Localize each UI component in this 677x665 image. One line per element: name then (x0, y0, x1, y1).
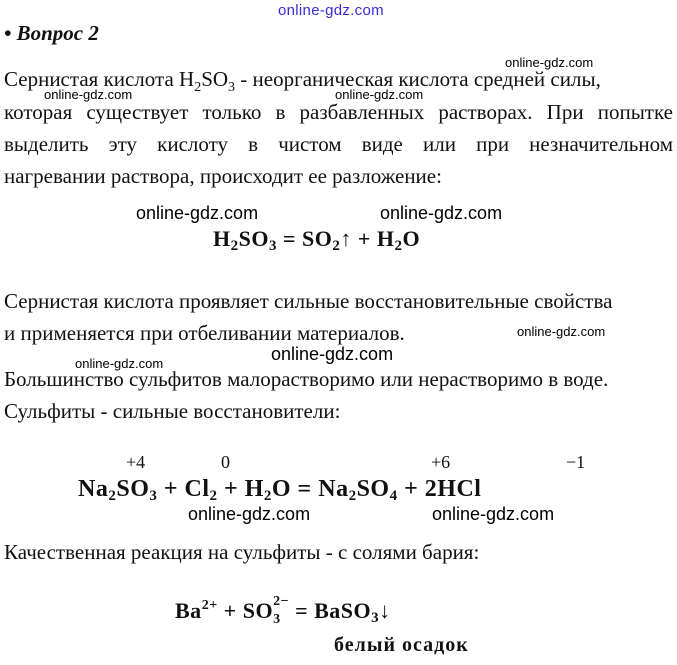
paragraph-1-line-3: выделить эту кислоту в чистом виде или при незначительном (4, 132, 673, 156)
paragraph-3-line-2: Сульфиты - сильные восстановители: (4, 399, 341, 423)
watermark: online-gdz.com (432, 504, 555, 524)
watermark: online-gdz.com (75, 356, 164, 371)
question-title: • Вопрос 2 (4, 21, 99, 45)
paragraph-2-line-1: Сернистая кислота проявляет сильные восстановительные свойства (4, 289, 613, 313)
paragraph-3-line-1: Большинство сульфитов малорастворимо или нерастворимо в воде. (4, 367, 609, 391)
paragraph-4-line-1: Качественная реакция на сульфиты - с солями бария: (4, 540, 480, 564)
oxidation-state-chlorine-0: 0 (221, 452, 230, 472)
watermark: online-gdz.com (517, 324, 606, 339)
watermark: online-gdz.com (380, 203, 503, 223)
precipitate-note: белый осадок (334, 634, 469, 656)
watermark: online-gdz.com (136, 203, 259, 223)
watermark: online-gdz.com (335, 87, 424, 102)
equation-decomposition: $H_2SO_3$ = $SO_2↑ + H_2O$ (213, 226, 421, 254)
paragraph-1-line-2: которая существует только в разбавленных растворах. При попытке (4, 100, 673, 124)
equation-barium-sulfite: $Ba^{2+}$ + SO 2− 3 = BaSO$_3$↓ (175, 594, 391, 627)
paragraph-2-line-2: и применяется при отбеливании материалов. (4, 321, 405, 345)
watermark-top: online-gdz.com (278, 2, 384, 19)
watermark: online-gdz.com (44, 87, 133, 102)
oxidation-state-sulfur-6: +6 (431, 452, 451, 472)
paragraph-1-line-1: Сернистая кислота $H_2SO_3$ - неорганическая кислота средней силы, (4, 67, 601, 96)
watermark: online-gdz.com (271, 344, 394, 364)
paragraph-1-line-4: нагревании раствора, происходит ее разложение: (4, 164, 442, 188)
watermark: online-gdz.com (188, 504, 311, 524)
equation-redox: $Na_2SO_3 + Cl_2 + H_2O = Na_2SO_4 + 2HCl$ (78, 476, 482, 504)
oxidation-state-sulfur-4: +4 (126, 452, 146, 472)
watermark: online-gdz.com (505, 55, 594, 70)
oxidation-state-chlorine-minus-1: −1 (566, 452, 586, 472)
